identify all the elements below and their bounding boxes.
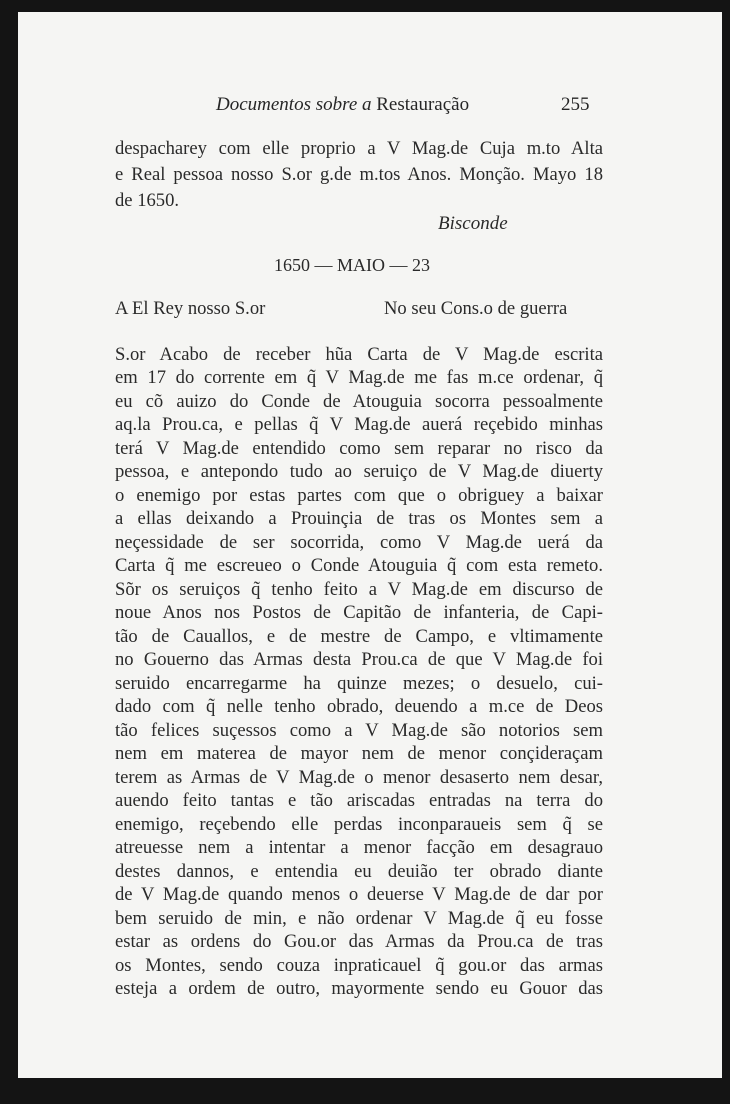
document-page — [18, 12, 722, 1078]
text-line: despacharey com elle proprio a V Mag.de Cuja m.to Alta — [115, 138, 603, 159]
text-line: terem as Armas de V Mag.de o menor desaserto nem desar, — [115, 767, 603, 788]
text-line: enemigo, reçebendo elle perdas inconparaueis sem q̃ se — [115, 814, 603, 835]
page-number: 255 — [561, 94, 590, 115]
text-line: de V Mag.de quando menos o deuerse V Mag.de de dar por — [115, 884, 603, 905]
text-line: atreuesse nem a intentar a menor facção em desagrauo — [115, 837, 603, 858]
text-line: esteja a ordem de outro, mayormente sendo eu Gouor das — [115, 978, 603, 999]
text-line: no Gouerno das Armas desta Prou.ca de que V Mag.de foi — [115, 649, 603, 670]
text-line: em 17 do corrente em q̃ V Mag.de me fas m.ce ordenar, q̃ — [115, 367, 603, 388]
text-line: os Montes, sendo couza inpraticauel q̃ gou.or das armas — [115, 955, 603, 976]
text-line: o enemigo por estas partes com que o obriguey a baixar — [115, 485, 603, 506]
text-line: auendo feito tantas e tão ariscadas entradas na terra do — [115, 790, 603, 811]
text-line: tão felices suçessos como a V Mag.de são notorios sem — [115, 720, 603, 741]
text-line: e Real pessoa nosso S.or g.de m.tos Anos. Monção. Mayo 18 — [115, 164, 603, 185]
text-line: a ellas deixando a Prouinçia de tras os Montes sem a — [115, 508, 603, 529]
text-line: eu cõ auizo do Conde de Atouguia socorra pessoalmente — [115, 391, 603, 412]
addressee: A El Rey nosso S.or — [115, 298, 266, 319]
text-line: aq.la Prou.ca, e pellas q̃ V Mag.de auerá reçebido minhas — [115, 414, 603, 435]
text-line: dado com q̃ nelle tenho obrado, deuendo a m.ce de Deos — [115, 696, 603, 717]
text-line: terá V Mag.de entendido como sem reparar no risco da — [115, 438, 603, 459]
signature: Bisconde — [438, 213, 508, 234]
running-title-italic: Documentos sobre a — [216, 94, 372, 115]
text-line: seruido encarregarme ha quinze mezes; o desuelo, cui- — [115, 673, 603, 694]
text-line: S.or Acabo de receber hũa Carta de V Mag.de escrita — [115, 344, 603, 365]
text-line: estar as ordens do Gou.or das Armas da Prou.ca de tras — [115, 931, 603, 952]
text-line: de 1650. — [115, 190, 180, 211]
running-title-rest: Restauração — [371, 94, 470, 115]
text-line: destes dannos, e entendia eu deuião ter obrado diante — [115, 861, 603, 882]
text-line: Carta q̃ me escreueo o Conde Atouguia q̃ com esta remeto. — [115, 555, 603, 576]
page-header — [18, 94, 722, 120]
text-line: pessoa, e antepondo tudo ao seruiço de V Mag.de diuerty — [115, 461, 603, 482]
council-note: No seu Cons.o de guerra — [384, 298, 568, 319]
text-line: tão de Cauallos, e de mestre de Campo, e vltimamente — [115, 626, 603, 647]
date-heading-text: 1650 — MAIO — 23 — [274, 255, 430, 275]
date-heading — [18, 255, 722, 276]
text-line: nem em materea de mayor nem de menor conçideraçam — [115, 743, 603, 764]
running-title — [216, 94, 469, 116]
text-line: neçessidade de ser socorrida, como V Mag.de uerá da — [115, 532, 603, 553]
text-line: Sõr os seruiços q̃ tenho feito a V Mag.de em discurso de — [115, 579, 603, 600]
text-line: bem seruido de min, e não ordenar V Mag.de q̃ eu fosse — [115, 908, 603, 929]
text-line: noue Anos nos Postos de Capitão de infanteria, de Capi- — [115, 602, 603, 623]
